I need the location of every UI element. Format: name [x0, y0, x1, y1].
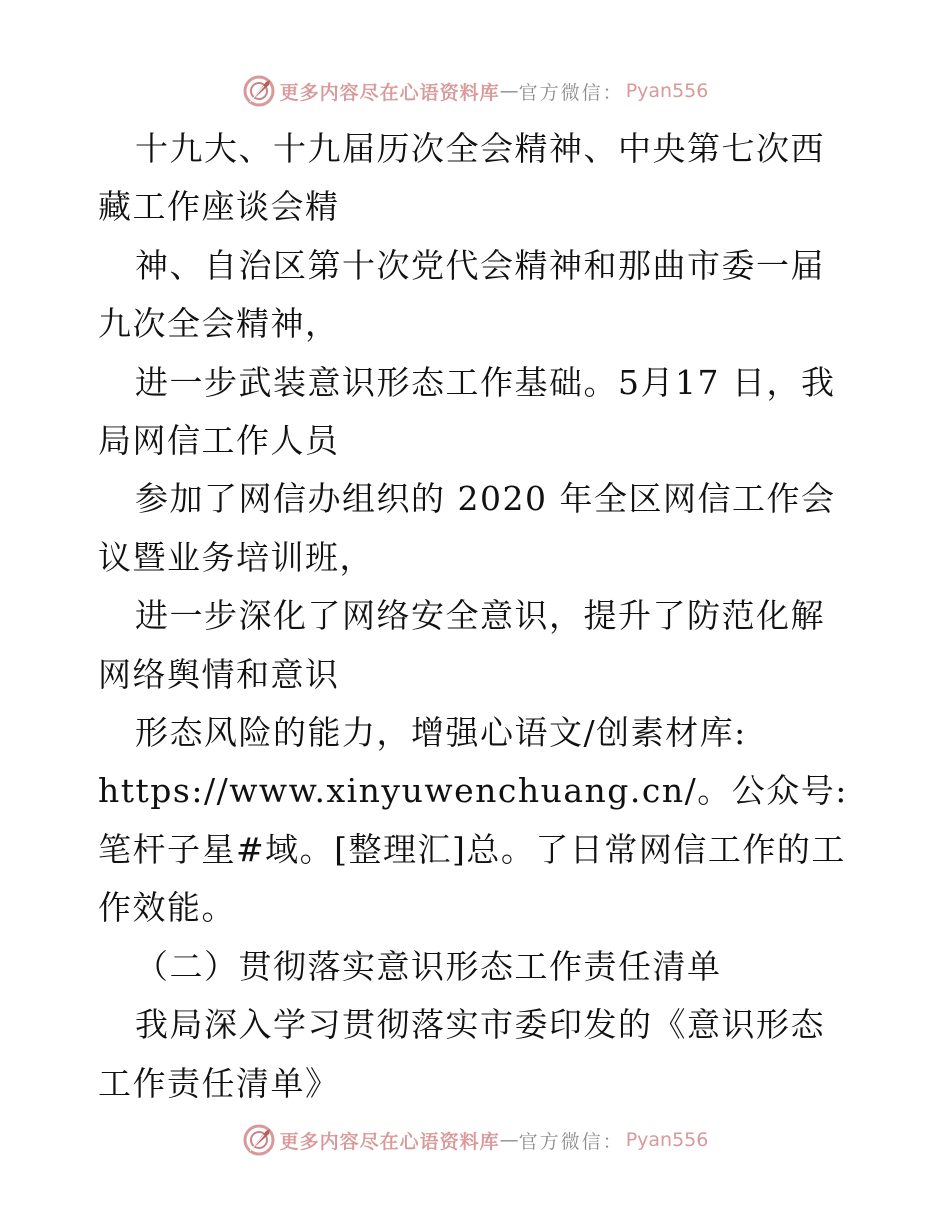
banner-wechat-id: Pyan556	[625, 80, 709, 102]
paragraph: 进一步深化了网络安全意识，提升了防范化解网络舆情和意识	[98, 596, 825, 694]
paragraph: 参加了网信办组织的 2020 年全区网信工作会议暨业务培训班，	[98, 479, 836, 577]
banner-wechat-id: Pyan556	[625, 1129, 709, 1151]
section-heading: （二）贯彻落实意识形态工作责任清单	[135, 946, 722, 986]
banner-main-text: 更多内容尽在心语资料库	[279, 1130, 500, 1153]
footer-banner	[0, 1120, 950, 1160]
quill-pen-logo-icon	[242, 74, 276, 108]
paragraph: 形态风险的能力，增强心语文/创素材库:	[135, 713, 747, 753]
quill-pen-logo-icon	[242, 1123, 276, 1157]
document-body	[98, 120, 858, 1113]
paragraph-with-url: https://www.xinyuwenchuang.cn/。公众号: 笔杆子星#域。[整理汇]总。了日常网信工作的工作效能。	[98, 771, 848, 928]
paragraph: 我局深入学习贯彻落实市委印发的《意识形态工作责任清单》	[98, 1005, 825, 1103]
banner-wechat-label: 官方微信：	[518, 81, 624, 104]
banner-wechat-label: 官方微信：	[518, 1130, 624, 1153]
paragraph: 神、自治区第十次党代会精神和那曲市委一届九次全会精神，	[98, 245, 825, 344]
header-banner	[0, 71, 950, 111]
banner-separator: —	[499, 1129, 519, 1151]
banner-separator: —	[499, 80, 519, 102]
paragraph: 进一步武装意识形态工作基础。5月17 日，我局网信工作人员	[98, 362, 836, 461]
banner-main-text: 更多内容尽在心语资料库	[279, 81, 500, 104]
paragraph: 十九大、十九届历次全会精神、中央第七次西藏工作座谈会精	[98, 129, 825, 227]
